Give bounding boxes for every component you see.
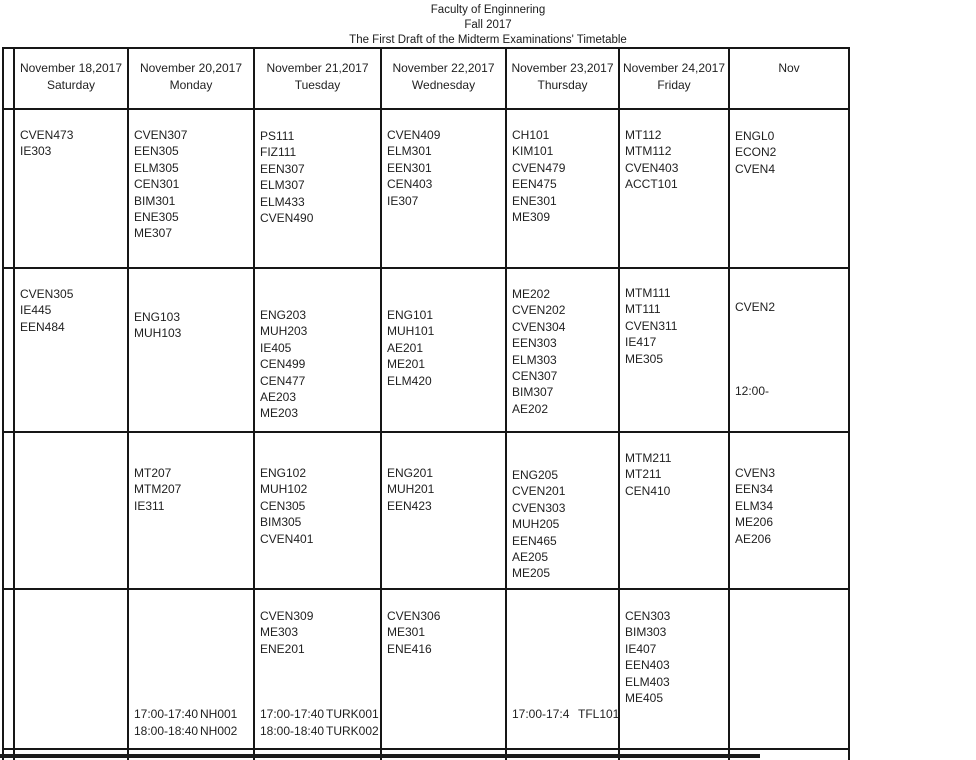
timetable-cell [730,269,850,433]
exam-slot [134,723,251,739]
exam-code: EEN307 [260,161,305,176]
header-date: November 21,2017 [266,61,369,75]
slot-time: 17:00-17:4 [512,706,570,721]
exam-list [20,286,127,335]
exam-code: MUH203 [260,324,308,339]
exam-slot [260,706,378,722]
header-day: Tuesday [294,78,341,92]
timetable-cell [255,110,382,269]
exam-code: CVEN401 [260,531,314,546]
exam-code: ENE201 [260,641,305,656]
exam-time-note: 12:00- [735,384,770,398]
exam-code: AE202 [512,401,549,416]
header-date: November 24,2017 [622,61,726,75]
exam-code: IE311 [134,498,165,513]
header-date: November 23,2017 [511,61,614,75]
timetable-cell [620,433,730,590]
exam-slot [512,706,620,722]
exam-code: CVEN479 [512,160,566,175]
exam-code: ME307 [134,226,173,241]
exam-code: CEN499 [260,357,306,372]
slot-course-code: TURK001 [326,707,379,722]
timetable-cell [15,110,129,269]
exam-code: CVEN307 [134,128,188,142]
timetable-cell [129,433,255,590]
exam-code: ME305 [625,351,664,366]
column-header-monday [129,49,255,110]
slot-time: 18:00-18:40 [260,723,325,738]
exam-code: ENGL0 [735,129,775,143]
slot-time: 17:00-17:40 [260,707,325,722]
exam-code: ELM301 [387,144,432,159]
exam-code: IE417 [625,335,657,350]
exam-code: AE201 [387,340,424,355]
column-header-thursday [507,49,620,110]
exam-code: ELM34 [735,498,774,513]
timetable-cell [255,433,382,590]
exam-code: FIZ111 [260,145,297,160]
exam-code: ENG101 [387,308,434,322]
timetable-cell [4,433,15,590]
evening-slot-list [134,706,251,739]
exam-code: ENG201 [387,466,434,480]
exam-code: BIM301 [134,193,176,208]
exam-code: CVEN473 [20,128,74,142]
exam-list [260,128,380,226]
evening-slot-list [260,706,378,739]
slot-time: 17:00-17:40 [134,707,199,722]
timetable-table [2,47,850,760]
exam-list [260,608,380,657]
exam-list [387,608,505,657]
exam-code: ME203 [260,406,299,421]
exam-code: MT112 [625,128,662,142]
exam-code: CEN477 [260,373,306,388]
exam-code: ME301 [387,625,426,640]
exam-code: CVEN3 [735,466,776,480]
exam-code: AE206 [735,531,772,546]
exam-code: EEN465 [512,533,557,548]
timetable-cell [382,269,507,433]
exam-slot [260,723,378,739]
exam-list [512,286,618,417]
header-date: November 18,2017 [19,61,123,75]
exam-code: CVEN202 [512,303,566,318]
exam-code: CEN403 [387,177,433,192]
exam-code: CVEN4 [735,161,776,176]
exam-code: AE203 [260,390,297,405]
exam-list [20,127,127,160]
exam-code: ELM305 [134,160,179,175]
exam-code: EEN484 [20,319,65,334]
timetable-cell [129,110,255,269]
column-header-tuesday [255,49,382,110]
exam-code: CVEN409 [387,128,441,142]
exam-code: ELM307 [260,178,305,193]
exam-list [735,299,848,315]
timetable-cell [255,590,382,750]
exam-code: ACCT101 [625,177,678,192]
exam-code: EEN403 [625,658,670,673]
bottom-divider [0,754,760,758]
timetable-cell [15,590,129,750]
title-faculty: Faculty of Enginnering [430,4,546,16]
timetable-cell [382,590,507,750]
exam-list [387,307,505,389]
slot-course-code: TFL101 [578,706,620,721]
timetable-cell [255,269,382,433]
exam-code: CVEN304 [512,319,566,334]
column-header-clipped [730,49,850,110]
exam-code: ME202 [512,287,551,301]
exam-code: MT211 [625,467,662,482]
timetable-cell [15,269,129,433]
exam-code: ELM303 [512,352,557,367]
exam-code: CVEN311 [625,318,678,333]
timetable-cell [382,110,507,269]
exam-code: MUH102 [260,482,308,497]
header-day: Monday [169,78,213,92]
exam-code: CVEN201 [512,484,566,499]
timetable-cell [730,110,850,269]
timetable-cell [4,269,15,433]
document-title [0,3,976,48]
header-day: Saturday [46,78,96,92]
exam-code: ELM420 [387,373,432,388]
exam-code: ME405 [625,691,664,706]
exam-code: MT207 [134,466,172,480]
exam-code: EEN303 [512,336,557,351]
exam-code: CVEN403 [625,160,679,175]
header-day: Thursday [537,78,588,92]
exam-code: ME309 [512,210,551,225]
column-header-saturday [15,49,129,110]
exam-list [735,128,848,177]
exam-code: BIM303 [625,625,667,640]
exam-list [134,465,253,514]
exam-code: ME205 [512,566,551,581]
exam-list [387,127,505,209]
exam-code: IE445 [20,303,52,318]
exam-code: EEN305 [134,144,179,159]
header-date: November 22,2017 [392,61,495,75]
timetable-cell [620,590,730,750]
timetable-cell [129,269,255,433]
exam-list [134,309,253,342]
exam-code: CEN410 [625,483,671,498]
exam-list [625,608,728,706]
exam-code: IE303 [20,144,52,159]
exam-code: MUH103 [134,326,182,341]
header-day: Wednesday [411,78,476,92]
column-header-friday [620,49,730,110]
exam-code: ENE301 [512,193,557,208]
timetable-cell [620,269,730,433]
timetable-cell [507,590,620,750]
timetable-cell [730,433,850,590]
exam-code: CEN301 [134,177,180,192]
exam-list [625,285,728,367]
exam-code: CVEN306 [387,609,441,623]
timetable-cell [507,110,620,269]
exam-code: KIM101 [512,144,554,159]
exam-list [260,465,380,547]
exam-code: IE405 [260,340,292,355]
exam-code: CVEN2 [735,300,776,314]
timetable-cell [382,433,507,590]
exam-code: MTM211 [625,451,672,465]
exam-code: IE307 [387,193,419,208]
slot-course-code: TURK002 [326,723,379,738]
exam-slot [134,706,251,722]
exam-code: ENE305 [134,210,179,225]
exam-code: CVEN309 [260,609,314,623]
slot-course-code: NH001 [200,707,238,722]
header-date: Nov [778,61,800,75]
exam-code: ENG102 [260,466,307,480]
exam-list [260,307,380,422]
exam-list [512,127,618,225]
exam-list [387,465,505,514]
timetable-cell [730,590,850,750]
exam-code: ENG203 [260,308,307,322]
exam-list [134,127,253,242]
exam-code: PS111 [260,129,295,143]
exam-code: ELM433 [260,194,305,209]
exam-code: IE407 [625,641,657,656]
exam-code: MUH201 [387,482,435,497]
timetable-cell [4,590,15,750]
exam-code: ME303 [260,625,299,640]
timetable-cell [507,269,620,433]
exam-code: ENG205 [512,468,559,482]
exam-code: ME201 [387,357,426,372]
exam-code: ENE416 [387,641,432,656]
exam-code: EEN475 [512,177,557,192]
exam-code: AE205 [512,550,549,565]
exam-code: BIM307 [512,385,554,400]
header-date: November 20,2017 [139,61,243,75]
exam-code: CH101 [512,128,550,142]
exam-code: MTM111 [625,286,671,300]
exam-code: CEN303 [625,609,671,623]
exam-list [512,467,618,582]
exam-code: MT111 [625,302,661,317]
exam-code: EEN423 [387,498,432,513]
exam-code: MUH205 [512,517,560,532]
exam-code: BIM305 [260,515,302,530]
exam-code: CVEN490 [260,211,314,226]
exam-code: ME206 [735,515,774,530]
exam-code: ECON2 [735,145,777,160]
exam-code: CVEN305 [20,287,74,301]
exam-code: CEN307 [512,369,558,384]
exam-list [735,465,848,547]
timetable-cell [15,433,129,590]
exam-code: ENG103 [134,310,181,324]
header-day: Friday [657,78,691,92]
timetable-cell [507,433,620,590]
timetable-cell [620,110,730,269]
exam-list [625,127,728,193]
evening-slot-list [512,706,620,722]
timetable-cell [4,110,15,269]
exam-code: EEN301 [387,160,432,175]
exam-list [625,450,728,499]
column-header-wednesday [382,49,507,110]
exam-code: MTM207 [134,482,182,497]
exam-code: CVEN303 [512,500,566,515]
exam-code: ELM403 [625,674,670,689]
slot-course-code: NH002 [200,723,238,738]
exam-code: MUH101 [387,324,435,339]
title-subtitle: The First Draft of the Midterm Examinations' Timetable [349,34,627,46]
exam-code: EEN34 [735,482,774,497]
title-term: Fall 2017 [464,19,512,31]
timetable-cell [129,590,255,750]
exam-code: MTM112 [625,144,672,159]
exam-code: CEN305 [260,498,306,513]
column-header-gutter [4,49,15,110]
slot-time: 18:00-18:40 [134,723,199,738]
